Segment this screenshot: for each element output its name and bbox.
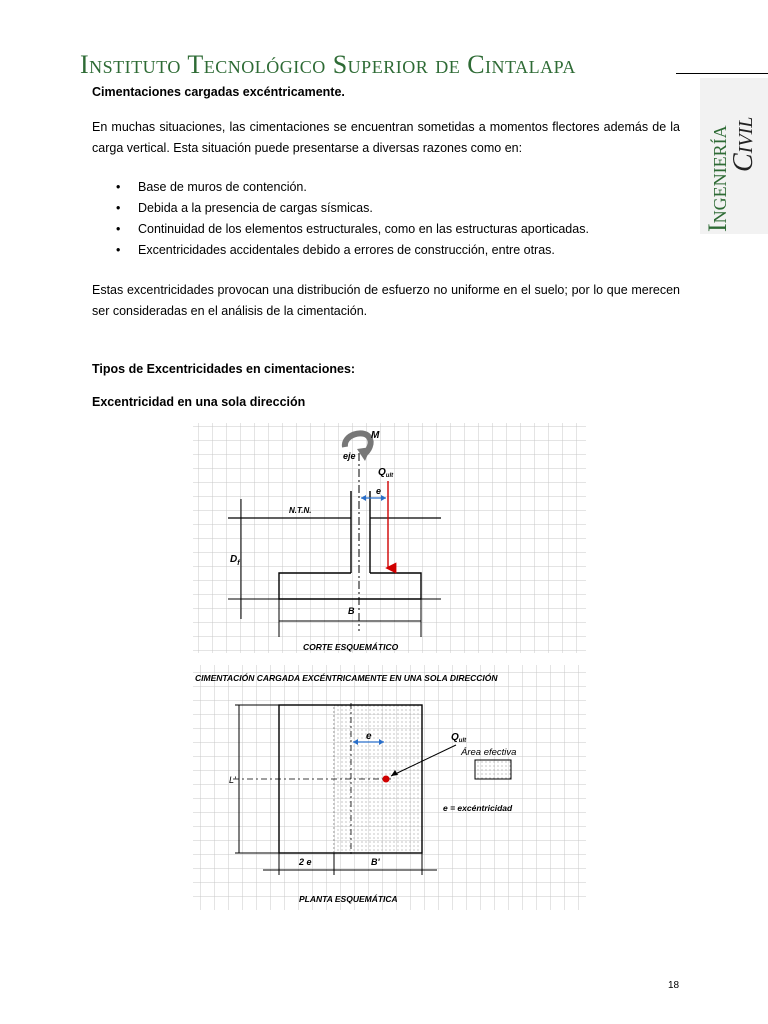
paragraph-2: Estas excentricidades provocan una distribución de esfuerzo no uniforme en el suelo; por lo que merecen ser consideradas en el análisis de la cimentación. — [92, 283, 680, 318]
intro-paragraph: En muchas situaciones, las cimentaciones se encuentran sometidas a momentos flectores además de la carga vertical. Esta situación puede presentarse a diversas razones como en: — [92, 120, 680, 155]
width-label: B — [348, 606, 355, 616]
load-label: $Q_{ult}$ — [378, 467, 394, 479]
list-item: • Excentricidades accidentales debido a errores de construcción, entre otras. — [92, 240, 589, 261]
moment-label: M — [371, 430, 380, 441]
eccentricity-legend: e = excéntricidad — [443, 803, 513, 813]
section-caption: CORTE ESQUEMÁTICO — [303, 642, 399, 652]
list-item: • Continuidad de los elementos estructurales, como en las estructuras aporticadas. — [92, 219, 589, 240]
plan-caption: PLANTA ESQUEMÁTICA — [299, 894, 398, 904]
one-direction-heading: Excentricidad en una sola dirección — [92, 395, 306, 409]
side-title-line2: Civil — [728, 116, 759, 172]
header-title: Instituto Tecnológico Superior de Cintalapa — [80, 50, 576, 79]
effective-area-legend — [475, 760, 511, 779]
axis-label: eje — [343, 451, 356, 461]
section-diagram — [193, 423, 586, 653]
plan-title: CIMENTACIÓN CARGADA EXCÉNTRICAMENTE EN UNA SOLA DIRECCIÓN — [195, 673, 498, 683]
load-point — [383, 776, 390, 783]
plan-load-label: $Q_{ult}$ — [451, 732, 467, 744]
section-heading: Cimentaciones cargadas excéntricamente. — [92, 85, 345, 99]
types-heading: Tipos de Excentricidades en cimentaciones: — [92, 362, 356, 376]
df-label: $D_f$ — [230, 554, 240, 567]
effective-area-label: Área efectiva — [461, 747, 517, 758]
plan-diagram — [193, 665, 586, 910]
side-title-line1: Ingeniería — [703, 125, 732, 232]
bullet-list — [92, 177, 589, 261]
bprime-label: B' — [371, 857, 380, 867]
list-item: • Base de muros de contención. — [92, 177, 589, 198]
plan-eccentricity-label: e — [366, 731, 372, 742]
header-rule — [676, 73, 768, 74]
eccentricity-label: e — [376, 486, 382, 496]
side-title — [705, 117, 757, 232]
page-number: 18 — [668, 980, 680, 991]
lprime-label: L' — [229, 775, 236, 785]
two-e-label: 2 e — [299, 857, 312, 867]
list-item: • Debida a la presencia de cargas sísmicas. — [92, 198, 589, 219]
ntn-label: N.T.N. — [289, 506, 312, 515]
grid-background — [193, 423, 586, 653]
